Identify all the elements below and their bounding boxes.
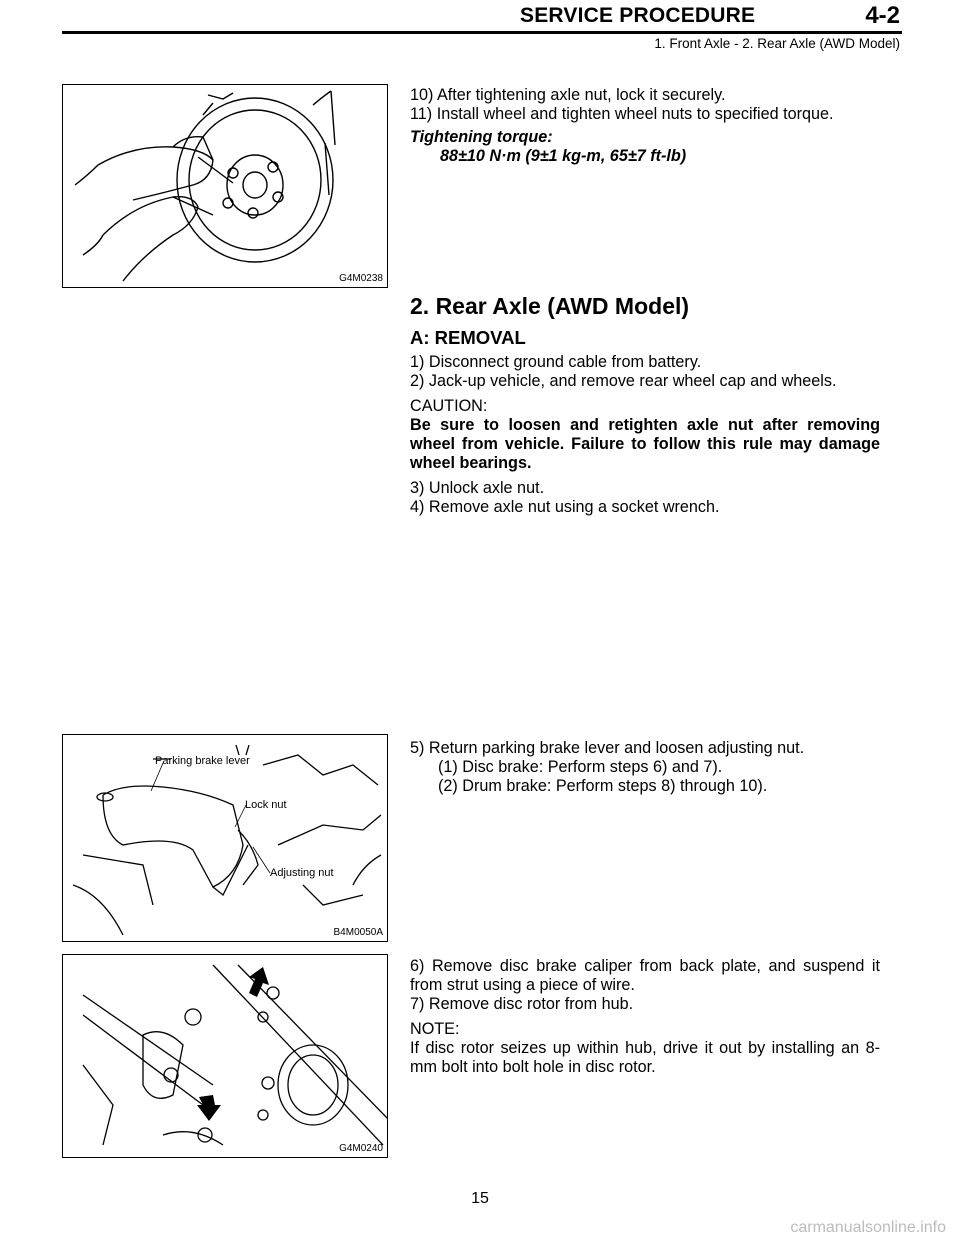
step-11: 11) Install wheel and tighten wheel nuts to specified torque. — [410, 105, 834, 123]
figure-code: B4M0050A — [333, 927, 383, 938]
removal-heading: A: REMOVAL — [410, 327, 526, 348]
text-column-step5 — [410, 739, 880, 796]
step-7: 7) Remove disc rotor from hub. — [410, 995, 634, 1013]
step-5-1: (1) Disc brake: Perform steps 6) and 7). — [438, 758, 723, 776]
section-number: 4-2 — [865, 2, 900, 29]
step-2: 2) Jack-up vehicle, and remove rear wheel cap and wheels. — [410, 372, 837, 390]
caution-label: CAUTION: — [410, 397, 488, 415]
caliper-illustration — [63, 955, 388, 1158]
caution-text: Be sure to loosen and retighten axle nut after removing wheel from vehicle. Failure to follow this rule may damage wheel bearings. — [410, 416, 880, 472]
torque-label: Tightening torque: — [410, 128, 553, 146]
step-1: 1) Disconnect ground cable from battery. — [410, 353, 702, 371]
wheel-illustration — [63, 85, 388, 288]
step-5: 5) Return parking brake lever and loosen adjusting nut. — [410, 739, 805, 757]
step-3: 3) Unlock axle nut. — [410, 479, 545, 497]
figure-wheel-tightening — [62, 84, 388, 288]
torque-value: 88±10 N·m (9±1 kg-m, 65±7 ft-lb) — [440, 147, 687, 165]
page-number: 15 — [471, 1190, 489, 1207]
label-parking-brake-lever: Parking brake lever — [155, 755, 250, 767]
figure-parking-brake — [62, 734, 388, 942]
header-title: SERVICE PROCEDURE — [520, 4, 756, 27]
label-adjusting-nut: Adjusting nut — [270, 867, 334, 879]
figure-disc-caliper — [62, 954, 388, 1158]
header-rule — [62, 31, 902, 34]
step-6: 6) Remove disc brake caliper from back plate, and suspend it from strut using a piece of wire. — [410, 957, 880, 994]
watermark: carmanualsonline.info — [790, 1219, 946, 1236]
text-column-step6 — [410, 957, 880, 1077]
figure-code: G4M0238 — [339, 273, 383, 284]
text-column-rear-axle — [410, 293, 880, 517]
note-label: NOTE: — [410, 1020, 460, 1038]
label-lock-nut: Lock nut — [245, 799, 287, 811]
step-4: 4) Remove axle nut using a socket wrench. — [410, 498, 720, 516]
figure-code: G4M0240 — [339, 1143, 383, 1154]
step-10: 10) After tightening axle nut, lock it securely. — [410, 86, 726, 104]
step-5-2: (2) Drum brake: Perform steps 8) through 10). — [438, 777, 768, 795]
text-column-top — [410, 86, 880, 166]
note-text: If disc rotor seizes up within hub, drive it out by installing an 8-mm bolt into bolt hole in disc rotor. — [410, 1039, 880, 1076]
section-heading: 2. Rear Axle (AWD Model) — [410, 293, 690, 319]
header-subtitle: 1. Front Axle - 2. Rear Axle (AWD Model) — [654, 36, 900, 51]
